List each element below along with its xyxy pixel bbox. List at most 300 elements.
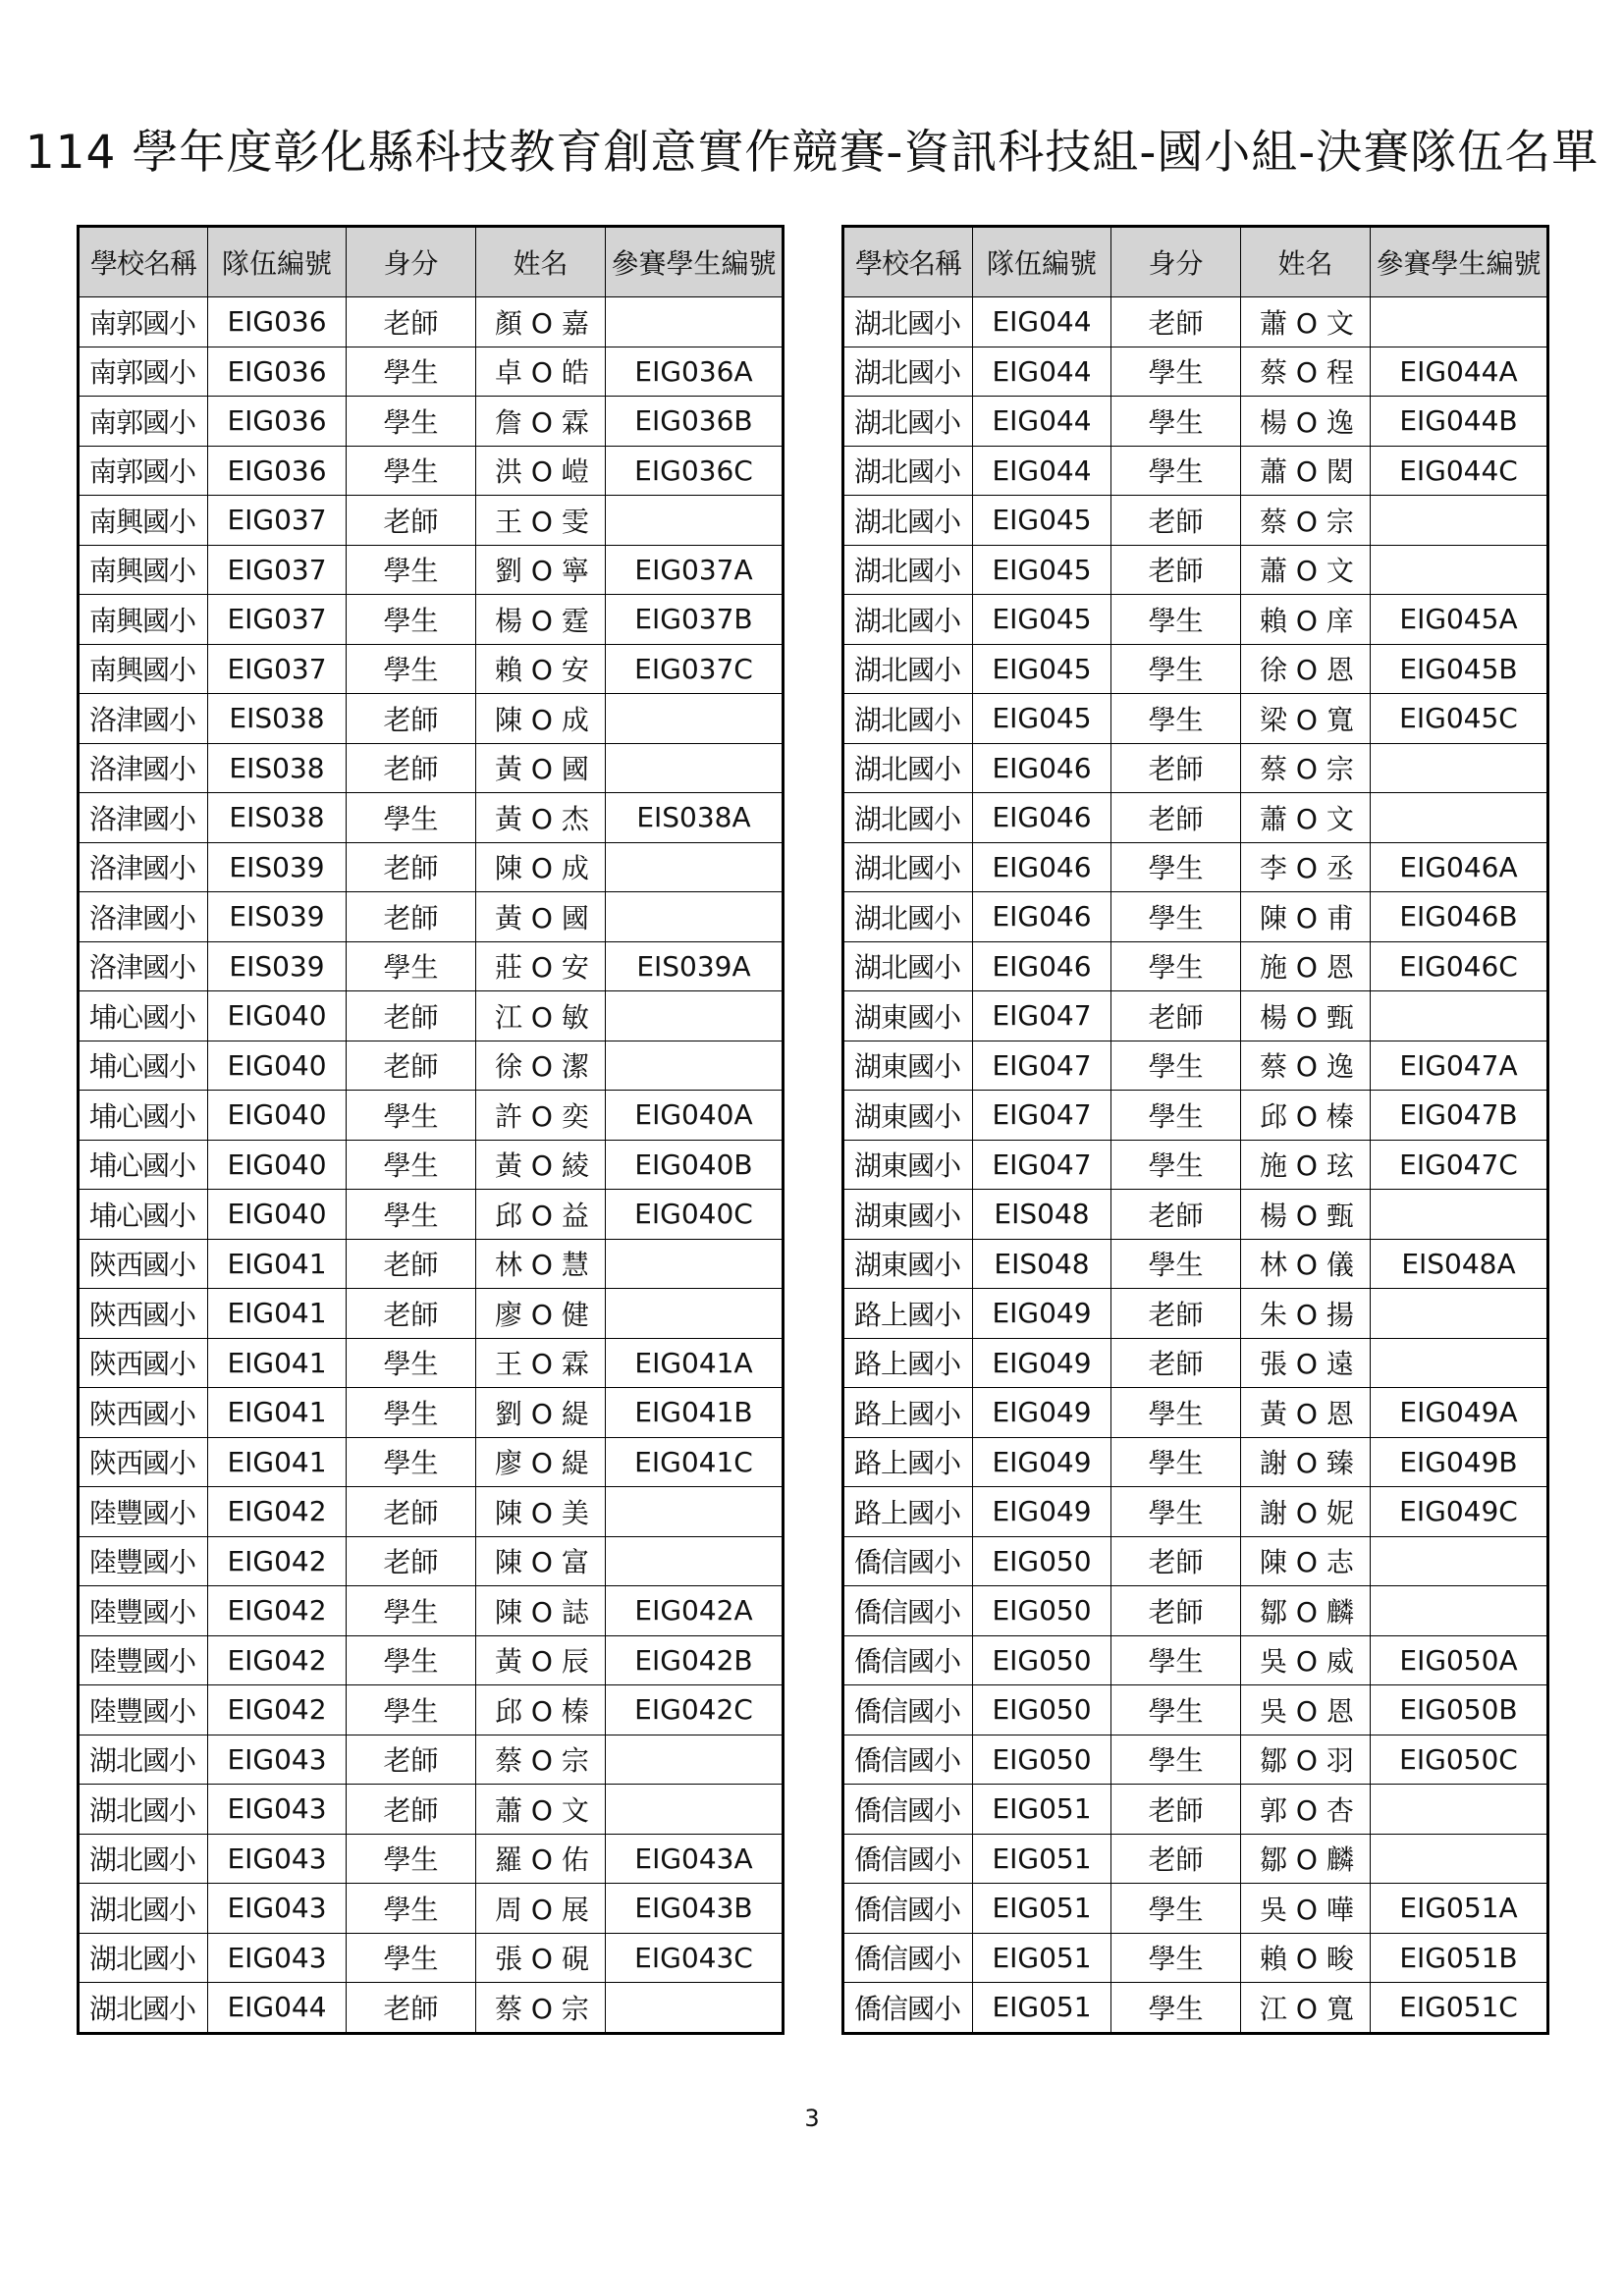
team-cell: EIG043 bbox=[208, 1785, 347, 1835]
name-cell: 林 O 儀 bbox=[1241, 1239, 1371, 1289]
name-cell: 黃 O 杰 bbox=[476, 793, 606, 843]
team-cell: EIG045 bbox=[973, 694, 1111, 744]
role-cell: 學生 bbox=[347, 545, 476, 595]
table-row bbox=[79, 892, 784, 942]
team-cell: EIG051 bbox=[973, 1785, 1111, 1835]
name-cell: 楊 O 逸 bbox=[1241, 397, 1371, 447]
student-id-cell: EIG041A bbox=[606, 1338, 784, 1388]
team-cell: EIG043 bbox=[208, 1933, 347, 1983]
role-cell: 老師 bbox=[1111, 1190, 1241, 1240]
team-cell: EIG044 bbox=[973, 446, 1111, 496]
team-cell: EIG046 bbox=[973, 842, 1111, 892]
school-cell: 洛津國小 bbox=[79, 842, 208, 892]
student-id-cell: EIG040C bbox=[606, 1190, 784, 1240]
table-row bbox=[79, 1884, 784, 1934]
role-cell: 學生 bbox=[1111, 1041, 1241, 1091]
table-header-row bbox=[843, 227, 1548, 297]
student-id-cell: EIG046C bbox=[1371, 941, 1548, 991]
name-cell: 施 O 恩 bbox=[1241, 941, 1371, 991]
table-row bbox=[79, 347, 784, 397]
table-row bbox=[843, 941, 1548, 991]
school-cell: 湖北國小 bbox=[843, 397, 973, 447]
table-row bbox=[79, 694, 784, 744]
role-cell: 學生 bbox=[347, 1190, 476, 1240]
student-id-cell: EIG037B bbox=[606, 595, 784, 645]
school-cell: 僑信國小 bbox=[843, 1635, 973, 1685]
role-cell: 學生 bbox=[347, 1437, 476, 1487]
team-cell: EIG042 bbox=[208, 1487, 347, 1537]
name-cell: 陳 O 甫 bbox=[1241, 892, 1371, 942]
team-cell: EIG047 bbox=[973, 1091, 1111, 1141]
school-cell: 洛津國小 bbox=[79, 694, 208, 744]
role-cell: 學生 bbox=[1111, 397, 1241, 447]
table-header-row bbox=[79, 227, 784, 297]
name-cell: 楊 O 霆 bbox=[476, 595, 606, 645]
school-cell: 路上國小 bbox=[843, 1388, 973, 1438]
table-row bbox=[79, 1487, 784, 1537]
table-row bbox=[79, 446, 784, 496]
team-cell: EIG045 bbox=[973, 545, 1111, 595]
school-cell: 路上國小 bbox=[843, 1338, 973, 1388]
role-cell: 學生 bbox=[347, 1933, 476, 1983]
table-row bbox=[843, 1388, 1548, 1438]
role-cell: 老師 bbox=[347, 1289, 476, 1339]
school-cell: 湖北國小 bbox=[843, 347, 973, 397]
school-cell: 路上國小 bbox=[843, 1437, 973, 1487]
role-cell: 學生 bbox=[347, 1388, 476, 1438]
table-row bbox=[843, 1140, 1548, 1190]
school-cell: 僑信國小 bbox=[843, 1735, 973, 1785]
student-id-cell: EIG047B bbox=[1371, 1091, 1548, 1141]
roster-table-left bbox=[77, 225, 785, 2035]
table-row bbox=[79, 1834, 784, 1884]
student-id-cell: EIG047C bbox=[1371, 1140, 1548, 1190]
student-id-cell bbox=[606, 892, 784, 942]
team-cell: EIG041 bbox=[208, 1388, 347, 1438]
team-cell: EIS038 bbox=[208, 793, 347, 843]
table-row bbox=[79, 1239, 784, 1289]
table-row bbox=[79, 941, 784, 991]
team-cell: EIG049 bbox=[973, 1338, 1111, 1388]
student-id-cell: EIG045C bbox=[1371, 694, 1548, 744]
role-cell: 學生 bbox=[1111, 1091, 1241, 1141]
team-cell: EIG037 bbox=[208, 545, 347, 595]
table-row bbox=[79, 991, 784, 1041]
table-row bbox=[843, 1884, 1548, 1934]
student-id-cell: EIG036B bbox=[606, 397, 784, 447]
school-cell: 埔心國小 bbox=[79, 991, 208, 1041]
student-id-cell bbox=[1371, 1338, 1548, 1388]
table-row bbox=[79, 842, 784, 892]
role-cell: 學生 bbox=[347, 1140, 476, 1190]
team-cell: EIG050 bbox=[973, 1536, 1111, 1586]
school-cell: 陝西國小 bbox=[79, 1289, 208, 1339]
team-cell: EIG036 bbox=[208, 446, 347, 496]
table-row bbox=[79, 397, 784, 447]
student-id-cell bbox=[606, 496, 784, 546]
role-cell: 學生 bbox=[347, 595, 476, 645]
student-id-cell: EIG047A bbox=[1371, 1041, 1548, 1091]
school-cell: 南郭國小 bbox=[79, 397, 208, 447]
student-id-cell: EIG050B bbox=[1371, 1685, 1548, 1735]
name-cell: 廖 O 健 bbox=[476, 1289, 606, 1339]
table-row bbox=[79, 1289, 784, 1339]
student-id-cell: EIG044C bbox=[1371, 446, 1548, 496]
student-id-cell: EIG045B bbox=[1371, 644, 1548, 694]
school-cell: 南郭國小 bbox=[79, 446, 208, 496]
name-cell: 陳 O 美 bbox=[476, 1487, 606, 1537]
student-id-cell: EIG045A bbox=[1371, 595, 1548, 645]
header-student-id: 參賽學生編號 bbox=[1371, 227, 1548, 297]
name-cell: 蔡 O 逸 bbox=[1241, 1041, 1371, 1091]
student-id-cell: EIG044A bbox=[1371, 347, 1548, 397]
school-cell: 南郭國小 bbox=[79, 347, 208, 397]
role-cell: 老師 bbox=[1111, 1338, 1241, 1388]
school-cell: 路上國小 bbox=[843, 1289, 973, 1339]
school-cell: 湖東國小 bbox=[843, 1091, 973, 1141]
table-row bbox=[843, 1735, 1548, 1785]
school-cell: 湖北國小 bbox=[79, 1785, 208, 1835]
table-row bbox=[843, 545, 1548, 595]
student-id-cell: EIG041C bbox=[606, 1437, 784, 1487]
name-cell: 鄒 O 麟 bbox=[1241, 1586, 1371, 1636]
team-cell: EIG040 bbox=[208, 1190, 347, 1240]
role-cell: 學生 bbox=[1111, 1983, 1241, 2034]
role-cell: 學生 bbox=[1111, 1635, 1241, 1685]
table-row bbox=[843, 1685, 1548, 1735]
role-cell: 學生 bbox=[1111, 595, 1241, 645]
school-cell: 僑信國小 bbox=[843, 1536, 973, 1586]
name-cell: 陳 O 誌 bbox=[476, 1586, 606, 1636]
school-cell: 湖北國小 bbox=[843, 842, 973, 892]
student-id-cell bbox=[1371, 1834, 1548, 1884]
team-cell: EIG040 bbox=[208, 991, 347, 1041]
team-cell: EIG040 bbox=[208, 1041, 347, 1091]
team-cell: EIS039 bbox=[208, 941, 347, 991]
student-id-cell bbox=[606, 1983, 784, 2034]
student-id-cell bbox=[606, 1785, 784, 1835]
name-cell: 蔡 O 宗 bbox=[476, 1983, 606, 2034]
team-cell: EIG046 bbox=[973, 743, 1111, 793]
team-cell: EIG051 bbox=[973, 1983, 1111, 2034]
name-cell: 張 O 遠 bbox=[1241, 1338, 1371, 1388]
name-cell: 陳 O 志 bbox=[1241, 1536, 1371, 1586]
school-cell: 僑信國小 bbox=[843, 1586, 973, 1636]
role-cell: 學生 bbox=[347, 941, 476, 991]
table-row bbox=[843, 793, 1548, 843]
role-cell: 學生 bbox=[347, 793, 476, 843]
school-cell: 湖東國小 bbox=[843, 1140, 973, 1190]
student-id-cell bbox=[606, 1487, 784, 1537]
school-cell: 陸豐國小 bbox=[79, 1487, 208, 1537]
role-cell: 老師 bbox=[1111, 1785, 1241, 1835]
name-cell: 謝 O 妮 bbox=[1241, 1487, 1371, 1537]
name-cell: 徐 O 恩 bbox=[1241, 644, 1371, 694]
student-id-cell: EIG042C bbox=[606, 1685, 784, 1735]
school-cell: 洛津國小 bbox=[79, 743, 208, 793]
table-row bbox=[79, 595, 784, 645]
student-id-cell: EIG049A bbox=[1371, 1388, 1548, 1438]
team-cell: EIG044 bbox=[208, 1983, 347, 2034]
school-cell: 湖北國小 bbox=[843, 446, 973, 496]
table-row bbox=[843, 1834, 1548, 1884]
student-id-cell: EIG051A bbox=[1371, 1884, 1548, 1934]
school-cell: 埔心國小 bbox=[79, 1190, 208, 1240]
student-id-cell: EIG049C bbox=[1371, 1487, 1548, 1537]
team-cell: EIG036 bbox=[208, 347, 347, 397]
table-row bbox=[79, 1685, 784, 1735]
header-name: 姓名 bbox=[476, 227, 606, 297]
role-cell: 老師 bbox=[347, 694, 476, 744]
table-row bbox=[843, 297, 1548, 347]
school-cell: 南興國小 bbox=[79, 496, 208, 546]
school-cell: 湖北國小 bbox=[843, 496, 973, 546]
school-cell: 湖東國小 bbox=[843, 1239, 973, 1289]
name-cell: 王 O 雯 bbox=[476, 496, 606, 546]
team-cell: EIS048 bbox=[973, 1239, 1111, 1289]
name-cell: 江 O 寬 bbox=[1241, 1983, 1371, 2034]
table-row bbox=[843, 1983, 1548, 2034]
team-cell: EIG037 bbox=[208, 496, 347, 546]
table-row bbox=[79, 1536, 784, 1586]
table-row bbox=[79, 545, 784, 595]
role-cell: 學生 bbox=[1111, 1437, 1241, 1487]
team-cell: EIG049 bbox=[973, 1437, 1111, 1487]
school-cell: 湖北國小 bbox=[843, 941, 973, 991]
team-cell: EIG041 bbox=[208, 1338, 347, 1388]
table-row bbox=[843, 892, 1548, 942]
school-cell: 陝西國小 bbox=[79, 1239, 208, 1289]
name-cell: 劉 O 寧 bbox=[476, 545, 606, 595]
school-cell: 湖北國小 bbox=[843, 892, 973, 942]
role-cell: 老師 bbox=[347, 1041, 476, 1091]
name-cell: 徐 O 潔 bbox=[476, 1041, 606, 1091]
team-cell: EIG051 bbox=[973, 1834, 1111, 1884]
student-id-cell: EIG049B bbox=[1371, 1437, 1548, 1487]
student-id-cell bbox=[606, 297, 784, 347]
table-row bbox=[79, 1190, 784, 1240]
role-cell: 學生 bbox=[347, 397, 476, 447]
name-cell: 吳 O 嘩 bbox=[1241, 1884, 1371, 1934]
header-name: 姓名 bbox=[1241, 227, 1371, 297]
team-cell: EIG051 bbox=[973, 1933, 1111, 1983]
role-cell: 學生 bbox=[347, 1635, 476, 1685]
student-id-cell bbox=[606, 1041, 784, 1091]
role-cell: 老師 bbox=[347, 1983, 476, 2034]
name-cell: 黃 O 國 bbox=[476, 892, 606, 942]
role-cell: 老師 bbox=[1111, 1536, 1241, 1586]
role-cell: 學生 bbox=[1111, 1735, 1241, 1785]
name-cell: 陳 O 成 bbox=[476, 694, 606, 744]
student-id-cell bbox=[1371, 496, 1548, 546]
name-cell: 顏 O 嘉 bbox=[476, 297, 606, 347]
team-cell: EIG049 bbox=[973, 1289, 1111, 1339]
name-cell: 邱 O 益 bbox=[476, 1190, 606, 1240]
name-cell: 周 O 展 bbox=[476, 1884, 606, 1934]
name-cell: 蕭 O 文 bbox=[1241, 545, 1371, 595]
table-row bbox=[843, 1190, 1548, 1240]
table-row bbox=[79, 1586, 784, 1636]
header-school: 學校名稱 bbox=[843, 227, 973, 297]
role-cell: 老師 bbox=[1111, 743, 1241, 793]
role-cell: 學生 bbox=[1111, 842, 1241, 892]
school-cell: 埔心國小 bbox=[79, 1041, 208, 1091]
role-cell: 學生 bbox=[1111, 1933, 1241, 1983]
school-cell: 湖北國小 bbox=[843, 644, 973, 694]
role-cell: 老師 bbox=[1111, 1586, 1241, 1636]
header-role: 身分 bbox=[1111, 227, 1241, 297]
team-cell: EIG049 bbox=[973, 1487, 1111, 1537]
team-cell: EIG041 bbox=[208, 1289, 347, 1339]
student-id-cell: EIG046B bbox=[1371, 892, 1548, 942]
school-cell: 僑信國小 bbox=[843, 1834, 973, 1884]
name-cell: 黃 O 辰 bbox=[476, 1635, 606, 1685]
role-cell: 老師 bbox=[347, 496, 476, 546]
student-id-cell: EIG051B bbox=[1371, 1933, 1548, 1983]
name-cell: 廖 O 緹 bbox=[476, 1437, 606, 1487]
header-team: 隊伍編號 bbox=[208, 227, 347, 297]
school-cell: 陝西國小 bbox=[79, 1437, 208, 1487]
school-cell: 南興國小 bbox=[79, 644, 208, 694]
school-cell: 湖北國小 bbox=[79, 1983, 208, 2034]
student-id-cell bbox=[1371, 793, 1548, 843]
school-cell: 路上國小 bbox=[843, 1487, 973, 1537]
role-cell: 學生 bbox=[1111, 1685, 1241, 1735]
student-id-cell: EIG050C bbox=[1371, 1735, 1548, 1785]
student-id-cell bbox=[606, 1289, 784, 1339]
table-row bbox=[79, 496, 784, 546]
table-row bbox=[843, 1041, 1548, 1091]
student-id-cell bbox=[1371, 991, 1548, 1041]
table-row bbox=[79, 1041, 784, 1091]
name-cell: 卓 O 皓 bbox=[476, 347, 606, 397]
student-id-cell: EIG043C bbox=[606, 1933, 784, 1983]
school-cell: 埔心國小 bbox=[79, 1091, 208, 1141]
school-cell: 湖北國小 bbox=[843, 793, 973, 843]
role-cell: 老師 bbox=[347, 1239, 476, 1289]
school-cell: 陸豐國小 bbox=[79, 1536, 208, 1586]
role-cell: 學生 bbox=[347, 1586, 476, 1636]
team-cell: EIG050 bbox=[973, 1635, 1111, 1685]
name-cell: 蕭 O 文 bbox=[1241, 793, 1371, 843]
name-cell: 賴 O 庠 bbox=[1241, 595, 1371, 645]
name-cell: 謝 O 臻 bbox=[1241, 1437, 1371, 1487]
name-cell: 鄒 O 羽 bbox=[1241, 1735, 1371, 1785]
team-cell: EIG037 bbox=[208, 595, 347, 645]
table-row bbox=[79, 1983, 784, 2034]
school-cell: 僑信國小 bbox=[843, 1685, 973, 1735]
student-id-cell: EIG037C bbox=[606, 644, 784, 694]
student-id-cell: EIG051C bbox=[1371, 1983, 1548, 2034]
role-cell: 老師 bbox=[347, 297, 476, 347]
school-cell: 湖北國小 bbox=[843, 595, 973, 645]
name-cell: 吳 O 威 bbox=[1241, 1635, 1371, 1685]
team-cell: EIG051 bbox=[973, 1884, 1111, 1934]
table-row bbox=[843, 347, 1548, 397]
student-id-cell: EIG042B bbox=[606, 1635, 784, 1685]
school-cell: 陸豐國小 bbox=[79, 1685, 208, 1735]
header-role: 身分 bbox=[347, 227, 476, 297]
team-cell: EIG050 bbox=[973, 1586, 1111, 1636]
role-cell: 學生 bbox=[1111, 1487, 1241, 1537]
school-cell: 埔心國小 bbox=[79, 1140, 208, 1190]
name-cell: 邱 O 榛 bbox=[1241, 1091, 1371, 1141]
name-cell: 賴 O 安 bbox=[476, 644, 606, 694]
team-cell: EIS038 bbox=[208, 694, 347, 744]
role-cell: 學生 bbox=[347, 1834, 476, 1884]
table-row bbox=[843, 1289, 1548, 1339]
table-row bbox=[843, 1933, 1548, 1983]
table-row bbox=[843, 1586, 1548, 1636]
name-cell: 許 O 奕 bbox=[476, 1091, 606, 1141]
team-cell: EIG036 bbox=[208, 297, 347, 347]
school-cell: 僑信國小 bbox=[843, 1785, 973, 1835]
school-cell: 僑信國小 bbox=[843, 1884, 973, 1934]
table-row bbox=[79, 793, 784, 843]
student-id-cell: EIG050A bbox=[1371, 1635, 1548, 1685]
school-cell: 湖北國小 bbox=[79, 1834, 208, 1884]
role-cell: 老師 bbox=[1111, 991, 1241, 1041]
team-cell: EIG047 bbox=[973, 1140, 1111, 1190]
page-number: 3 bbox=[804, 2105, 820, 2132]
team-cell: EIG050 bbox=[973, 1685, 1111, 1735]
school-cell: 湖東國小 bbox=[843, 1041, 973, 1091]
team-cell: EIG042 bbox=[208, 1586, 347, 1636]
school-cell: 湖北國小 bbox=[79, 1884, 208, 1934]
table-row bbox=[79, 1140, 784, 1190]
school-cell: 僑信國小 bbox=[843, 1933, 973, 1983]
role-cell: 學生 bbox=[347, 1091, 476, 1141]
name-cell: 陳 O 成 bbox=[476, 842, 606, 892]
school-cell: 僑信國小 bbox=[843, 1983, 973, 2034]
team-cell: EIS038 bbox=[208, 743, 347, 793]
role-cell: 老師 bbox=[347, 743, 476, 793]
header-school: 學校名稱 bbox=[79, 227, 208, 297]
team-cell: EIG047 bbox=[973, 991, 1111, 1041]
student-id-cell bbox=[606, 743, 784, 793]
team-cell: EIS039 bbox=[208, 842, 347, 892]
school-cell: 湖北國小 bbox=[79, 1735, 208, 1785]
school-cell: 洛津國小 bbox=[79, 793, 208, 843]
table-row bbox=[843, 644, 1548, 694]
table-row bbox=[843, 842, 1548, 892]
name-cell: 李 O 丞 bbox=[1241, 842, 1371, 892]
table-row bbox=[79, 1437, 784, 1487]
name-cell: 張 O 硯 bbox=[476, 1933, 606, 1983]
table-row bbox=[79, 297, 784, 347]
team-cell: EIS039 bbox=[208, 892, 347, 942]
table-row bbox=[79, 1388, 784, 1438]
header-student-id: 參賽學生編號 bbox=[606, 227, 784, 297]
table-row bbox=[79, 1091, 784, 1141]
table-row bbox=[843, 496, 1548, 546]
name-cell: 黃 O 綾 bbox=[476, 1140, 606, 1190]
table-row bbox=[843, 1338, 1548, 1388]
student-id-cell: EIG040A bbox=[606, 1091, 784, 1141]
name-cell: 黃 O 國 bbox=[476, 743, 606, 793]
name-cell: 莊 O 安 bbox=[476, 941, 606, 991]
school-cell: 湖東國小 bbox=[843, 1190, 973, 1240]
team-cell: EIG046 bbox=[973, 892, 1111, 942]
role-cell: 學生 bbox=[1111, 1884, 1241, 1934]
school-cell: 湖北國小 bbox=[843, 694, 973, 744]
table-row bbox=[843, 595, 1548, 645]
role-cell: 學生 bbox=[1111, 694, 1241, 744]
team-cell: EIG049 bbox=[973, 1388, 1111, 1438]
student-id-cell: EIG043B bbox=[606, 1884, 784, 1934]
role-cell: 老師 bbox=[347, 842, 476, 892]
table-row bbox=[843, 1239, 1548, 1289]
